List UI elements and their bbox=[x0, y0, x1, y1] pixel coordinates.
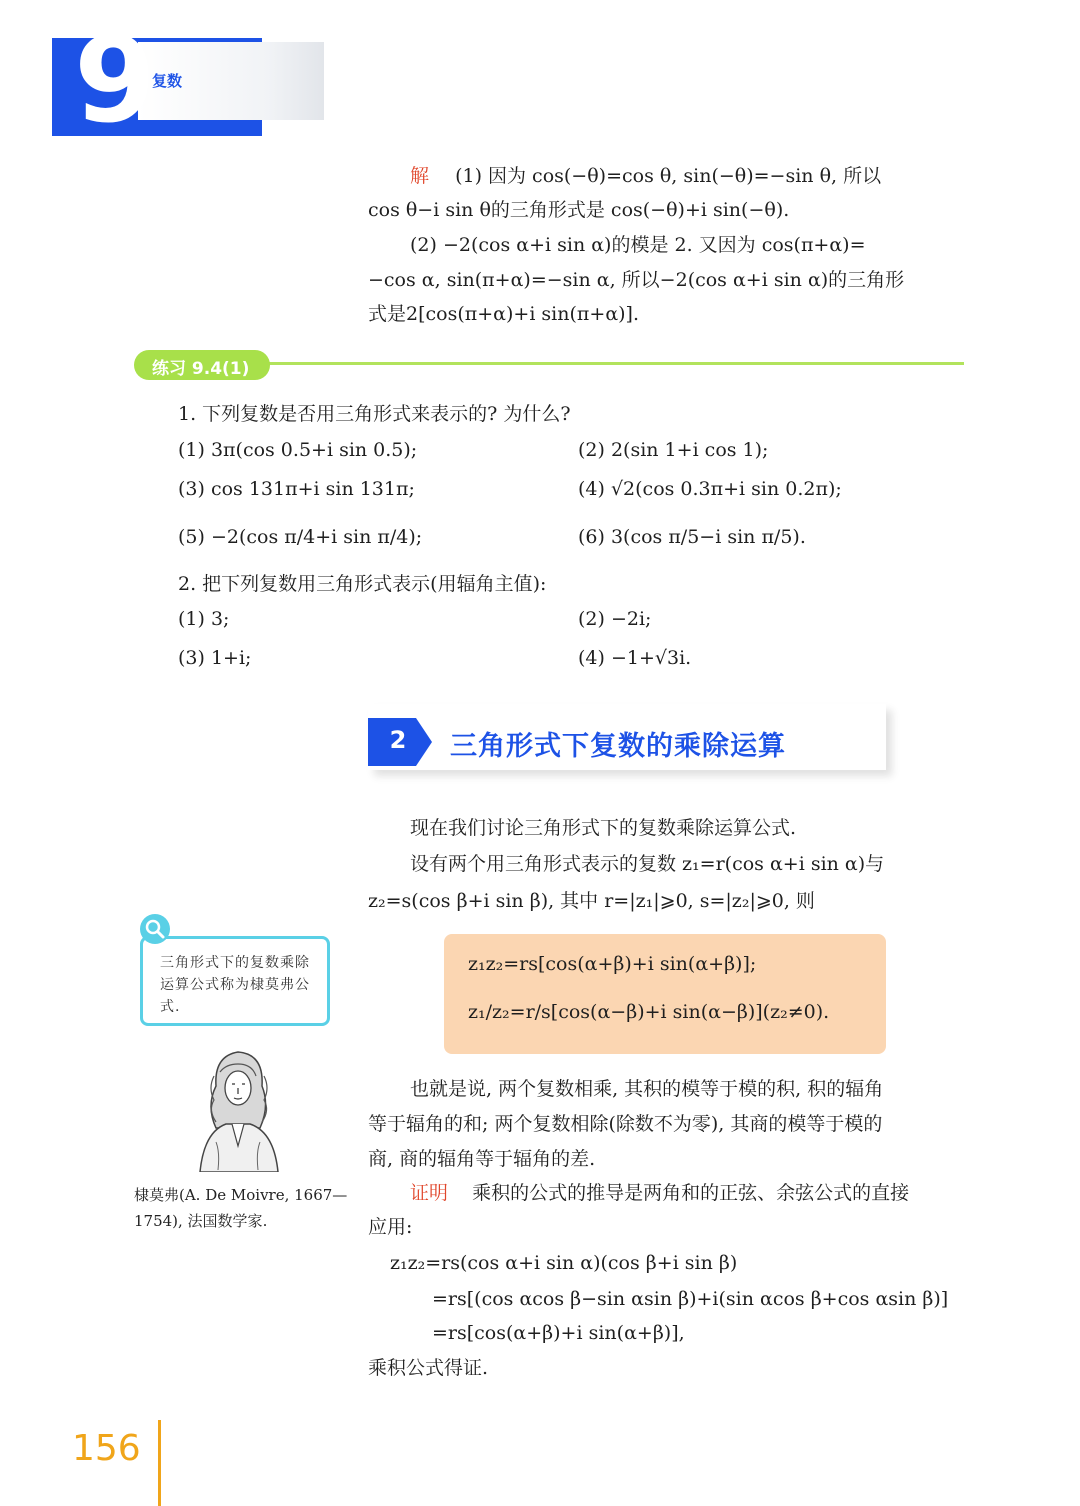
proof-conclusion: 乘积公式得证. bbox=[368, 1357, 489, 1379]
exercise-label: 练习 9.4(1) bbox=[152, 359, 250, 379]
chapter-title: 复数 bbox=[152, 72, 183, 90]
q1-item-4: (4) √2(cos 0.3π+i sin 0.2π); bbox=[578, 478, 842, 500]
q2-item-3: (3) 1+i; bbox=[178, 647, 252, 669]
paragraph-2-line-1: 设有两个用三角形式表示的复数 z₁=r(cos α+i sin α)与 bbox=[410, 853, 885, 875]
solution-line-2: cos θ−i sin θ的三角形式是 cos(−θ)+i sin(−θ). bbox=[368, 199, 790, 221]
solution-line-4: −cos α, sin(π+α)=−sin α, 所以−2(cos α+i sin α)的三角形 bbox=[368, 269, 905, 291]
exercise-divider bbox=[268, 362, 964, 365]
exercise-question-1: 1. 下列复数是否用三角形式来表示的? 为什么? bbox=[178, 403, 571, 425]
proof-equation-3: =rs[cos(α+β)+i sin(α+β)], bbox=[432, 1322, 685, 1344]
chapter-number: 9 bbox=[74, 11, 157, 149]
solution-line-3: (2) −2(cos α+i sin α)的模是 2. 又因为 cos(π+α)= bbox=[410, 234, 866, 256]
quotient-formula: z₁/z₂=r/s[cos(α−β)+i sin(α−β)](z₂≠0). bbox=[468, 1001, 830, 1023]
solution-line-5: 式是2[cos(π+α)+i sin(π+α)]. bbox=[368, 303, 640, 325]
proof-equation-1: z₁z₂=rs(cos α+i sin α)(cos β+i sin β) bbox=[390, 1252, 738, 1274]
q1-item-1: (1) 3π(cos 0.5+i sin 0.5); bbox=[178, 439, 418, 461]
solution-line-1: 解 (1) 因为 cos(−θ)=cos θ, sin(−θ)=−sin θ, 所以 bbox=[410, 165, 882, 187]
de-moivre-portrait bbox=[186, 1046, 290, 1172]
proof-line-1: 证明 乘积的公式的推导是两角和的正弦、余弦公式的直接 bbox=[410, 1182, 910, 1204]
product-formula: z₁z₂=rs[cos(α+β)+i sin(α+β)]; bbox=[468, 953, 757, 975]
q2-item-2: (2) −2i; bbox=[578, 608, 652, 630]
page-number: 156 bbox=[72, 1428, 141, 1469]
paragraph-3-line-3: 商, 商的辐角等于辐角的差. bbox=[368, 1148, 596, 1170]
q2-item-4: (4) −1+√3i. bbox=[578, 647, 692, 669]
proof-equation-2: =rs[(cos αcos β−sin αsin β)+i(sin αcos β+cos αsin β)] bbox=[432, 1288, 949, 1310]
exercise-question-2: 2. 把下列复数用三角形式表示(用辐角主值): bbox=[178, 573, 547, 595]
portrait-caption: 棣莫弗(A. De Moivre, 1667—1754), 法国数学家. bbox=[134, 1186, 348, 1230]
paragraph-3-line-1: 也就是说, 两个复数相乘, 其积的模等于模的积, 积的辐角 bbox=[410, 1078, 884, 1100]
q1-item-5: (5) −2(cos π/4+i sin π/4); bbox=[178, 526, 423, 548]
paragraph-1: 现在我们讨论三角形式下的复数乘除运算公式. bbox=[410, 817, 797, 839]
sidebar-note: 三角形式下的复数乘除运算公式称为棣莫弗公式. bbox=[160, 955, 310, 1015]
q1-item-2: (2) 2(sin 1+i cos 1); bbox=[578, 439, 769, 461]
proof-line-2: 应用: bbox=[368, 1216, 413, 1238]
section-number: 2 bbox=[389, 726, 407, 754]
q1-item-3: (3) cos 131π+i sin 131π; bbox=[178, 478, 415, 500]
magnifier-icon bbox=[140, 914, 170, 944]
paragraph-3-line-2: 等于辐角的和; 两个复数相除(除数不为零), 其商的模等于模的 bbox=[368, 1113, 883, 1135]
page-number-divider bbox=[158, 1420, 161, 1506]
paragraph-2-line-2: z₂=s(cos β+i sin β), 其中 r=|z₁|⩾0, s=|z₂|⩾0, 则 bbox=[368, 890, 815, 912]
proof-label: 证明 bbox=[410, 1182, 449, 1204]
section-title: 三角形式下复数的乘除运算 bbox=[450, 731, 786, 762]
solution-label: 解 bbox=[410, 165, 430, 187]
q2-item-1: (1) 3; bbox=[178, 608, 230, 630]
q1-item-6: (6) 3(cos π/5−i sin π/5). bbox=[578, 526, 806, 548]
